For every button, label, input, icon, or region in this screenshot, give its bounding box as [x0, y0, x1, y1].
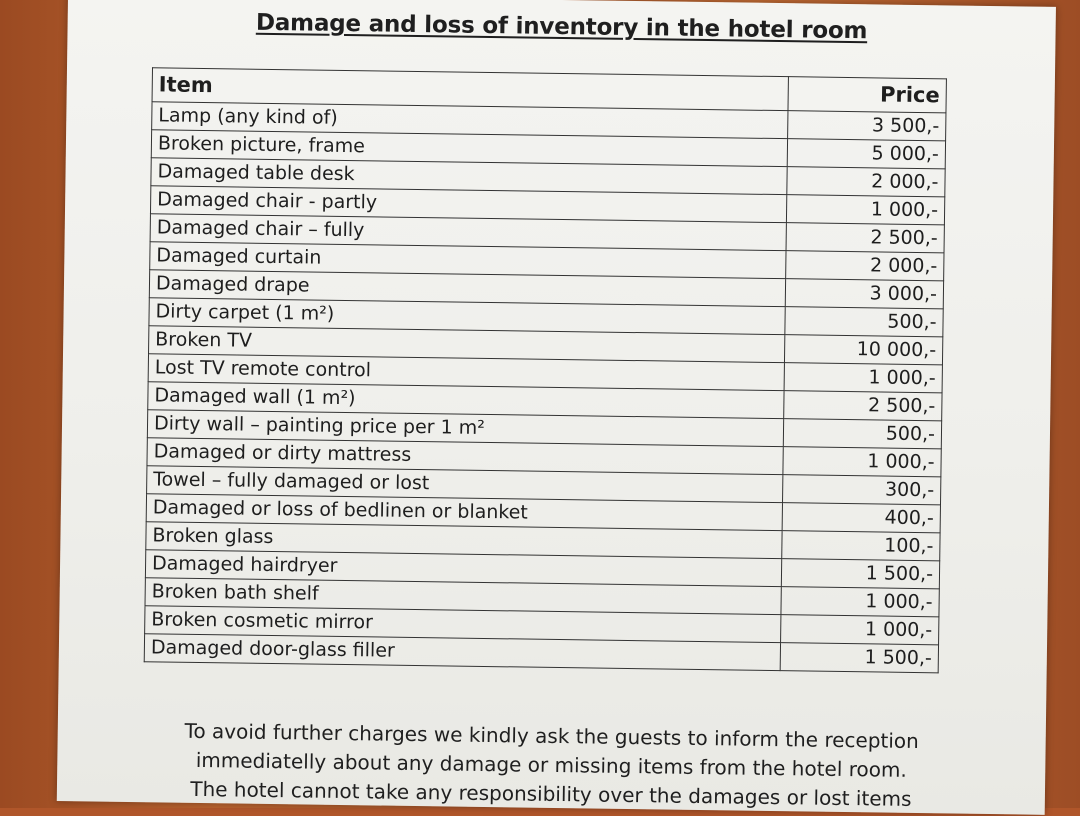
item-cell: Broken bath shelf [145, 578, 781, 615]
notice-line: immediatelly about any damage or missing items from the hotel room. [195, 747, 908, 782]
table-body [144, 102, 946, 673]
item-cell: Damaged hairdryer [145, 550, 781, 587]
price-cell: 10 000,- [784, 335, 942, 365]
notice-text [97, 716, 1006, 816]
price-cell: 3 000,- [785, 279, 943, 309]
price-cell: 3 500,- [788, 111, 946, 141]
item-cell: Lamp (any kind of) [152, 102, 788, 139]
price-cell: 500,- [785, 307, 943, 337]
item-cell: Damaged chair - partly [150, 186, 786, 223]
item-cell: Lost TV remote control [148, 354, 784, 391]
item-cell: Broken glass [146, 522, 782, 559]
price-cell: 1 000,- [784, 363, 942, 393]
price-cell: 1 000,- [786, 195, 944, 225]
item-column-header: Item [152, 68, 788, 111]
item-cell: Damaged curtain [150, 242, 786, 279]
item-cell: Damaged chair – fully [150, 214, 786, 251]
item-cell: Damaged or loss of bedlinen or blanket [146, 494, 782, 531]
notice-line: The hotel cannot take any responsibility over the damages or lost items [190, 776, 912, 811]
item-cell: Dirty wall – painting price per 1 m² [147, 410, 783, 447]
inventory-price-table [144, 67, 947, 673]
price-cell: 1 000,- [781, 587, 939, 617]
item-cell: Damaged door-glass filler [144, 634, 780, 671]
price-cell: 5 000,- [787, 139, 945, 169]
document-title: Damage and loss of inventory in the hotel room [255, 9, 868, 45]
price-cell: 300,- [783, 475, 941, 505]
item-cell: Damaged or dirty mattress [147, 438, 783, 475]
item-cell: Broken picture, frame [151, 130, 787, 167]
price-column-header: Price [788, 77, 946, 113]
item-cell: Broken TV [149, 326, 785, 363]
price-cell: 1 000,- [783, 447, 941, 477]
notice-line: To avoid further charges we kindly ask the guests to inform the reception [184, 718, 919, 754]
price-cell: 2 500,- [786, 223, 944, 253]
item-cell: Towel – fully damaged or lost [147, 466, 783, 503]
price-cell: 1 000,- [781, 615, 939, 645]
item-cell: Dirty carpet (1 m²) [149, 298, 785, 335]
item-cell: Damaged table desk [151, 158, 787, 195]
price-cell: 500,- [783, 419, 941, 449]
item-cell: Damaged drape [149, 270, 785, 307]
price-cell: 2 500,- [784, 391, 942, 421]
price-cell: 400,- [782, 503, 940, 533]
price-cell: 1 500,- [780, 643, 938, 673]
price-cell: 100,- [782, 531, 940, 561]
item-cell: Damaged wall (1 m²) [148, 382, 784, 419]
price-cell: 2 000,- [786, 251, 944, 281]
item-cell: Broken cosmetic mirror [145, 606, 781, 643]
price-cell: 2 000,- [787, 167, 945, 197]
price-list-sheet [57, 0, 1056, 815]
price-cell: 1 500,- [781, 559, 939, 589]
